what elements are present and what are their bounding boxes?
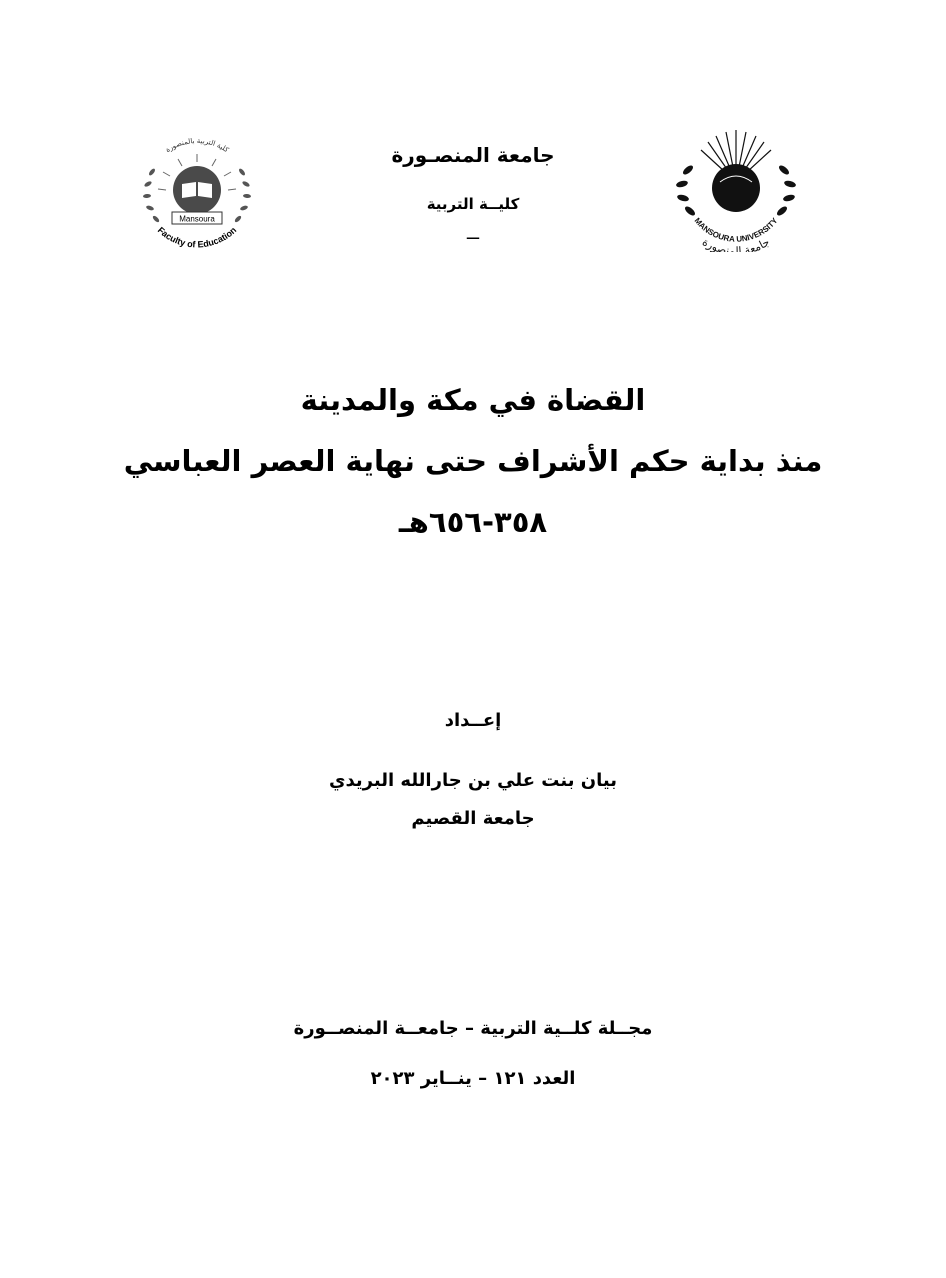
author-name: بيان بنت علي بن جارالله البريدي [329,770,617,791]
title-line-1: القضاة في مكة والمدينة [300,383,646,417]
arabic-arc-textpath: جامعة المنصورة [699,235,773,252]
english-arc-textpath: Faculty of Education [155,224,239,250]
prepared-by-label: إعــداد [444,710,502,731]
arabic-arc-textpath: كلية التربية بالمنصورة [164,136,230,155]
issue-info: العدد ١٢١ – ينــاير ٢٠٢٣ [370,1068,576,1089]
header-dash: ـــ [466,228,480,242]
journal-name: مجــلة كلــية التربية – جامعــة المنصــورة [293,1018,653,1039]
author-affiliation: جامعة القصيم [411,808,535,829]
title-line-3: ٣٥٨-٦٥٦هـ [398,505,548,539]
badge-text: Mansoura [179,214,215,224]
english-arc-textpath: MANSOURA UNIVERSITY [692,216,780,244]
faculty-name: كليــة التربية [426,195,520,213]
university-name: جامعة المنصـورة [391,143,555,167]
title-line-2: منذ بداية حكم الأشراف حتى نهاية العصر العباسي [123,444,823,478]
